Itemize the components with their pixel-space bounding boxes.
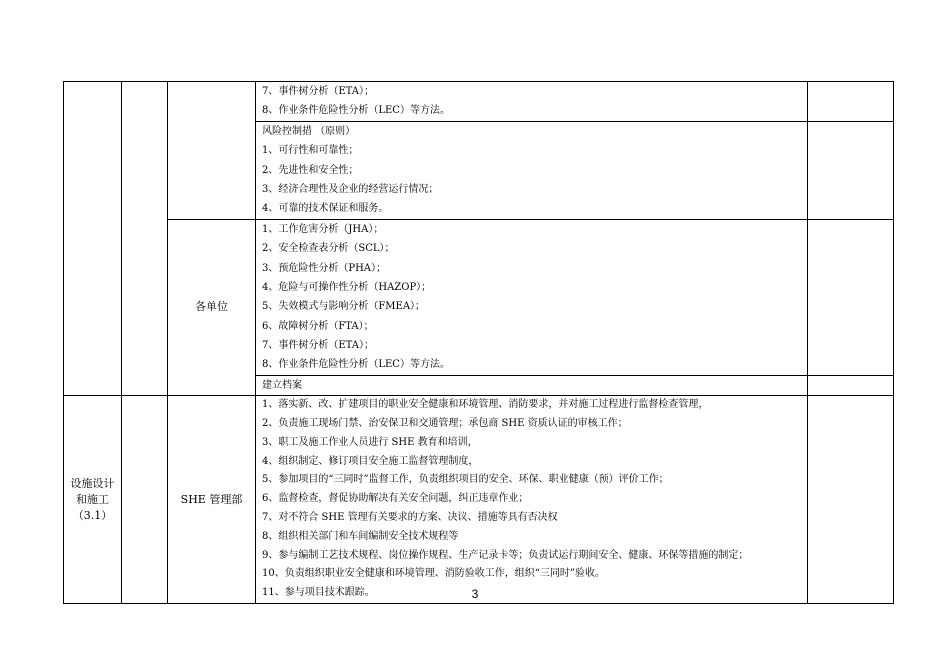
content-line: 5、失效模式与影响分析（FMEA）； <box>262 301 426 313</box>
content-cell <box>256 219 808 375</box>
content-line: 建立档案 <box>262 379 302 391</box>
content-line: 2、安全检查表分析（SCL）； <box>262 243 395 255</box>
remark-cell <box>808 121 894 219</box>
item-title-line: 设施设计 <box>70 476 115 490</box>
content-line: 6、故障树分析（FTA）； <box>262 320 374 332</box>
content-line: 1、可行性和可靠性； <box>262 145 359 157</box>
responsibility-table <box>63 81 894 604</box>
table-row <box>64 82 894 122</box>
content-line: 6、监督检查，督促协助解决有关安全问题，纠正违章作业； <box>262 493 529 505</box>
content-line: 8、作业条件危险性分析（LEC）等方法。 <box>262 105 450 117</box>
content-line: 10、负责组织职业安全健康和环境管理、消防验收工作，组织“三同时”验收。 <box>262 568 605 580</box>
content-line: 7、对不符合 SHE 管理有关要求的方案、决议、措施等具有否决权 <box>262 512 558 524</box>
content-line: 3、职工及施工作业人员进行 SHE 教育和培训， <box>262 436 478 448</box>
table-row <box>64 219 894 375</box>
item-cell-empty <box>64 82 122 396</box>
clause-cell-empty <box>122 82 168 396</box>
content-line: 9、参与编制工艺技术规程、岗位操作规程、生产记录卡等；负责试运行期间安全、健康、环保等措施的制定； <box>262 549 749 561</box>
clause-cell-empty <box>122 396 168 604</box>
content-line: 11、参与项目技术跟踪。 <box>262 587 375 599</box>
remark-cell <box>808 219 894 375</box>
content-line: 2、负责施工现场门禁、治安保卫和交通管理；承包商 SHE 资质认证的审核工作； <box>262 418 628 430</box>
content-line: 5、参加项目的“三同时”监督工作，负责组织项目的安全、环保、职业健康（预）评价工作； <box>262 474 669 486</box>
item-title-line: 和施工 <box>76 492 109 506</box>
unit-cell: 各单位 <box>168 219 256 396</box>
content-line: 3、预危险性分析（PHA）； <box>262 262 387 274</box>
content-line: 7、事件树分析（ETA）； <box>262 86 375 97</box>
content-cell <box>256 375 808 395</box>
item-cell <box>64 396 122 604</box>
content-line: 8、作业条件危险性分析（LEC）等方法。 <box>262 359 450 371</box>
table-row <box>64 396 894 604</box>
content-cell <box>256 396 808 604</box>
remark-cell <box>808 82 894 122</box>
content-line: 2、先进性和安全性； <box>262 164 359 176</box>
content-line: 7、事件树分析（ETA）； <box>262 340 375 352</box>
content-line: 1、工作危害分析（JHA）； <box>262 223 384 235</box>
content-line: 8、组织相关部门和车间编制安全技术规程等 <box>262 530 459 542</box>
unit-cell: SHE 管理部 <box>168 396 256 604</box>
content-line: 1、落实新、改、扩建项目的职业安全健康和环境管理、消防要求，并对施工过程进行监督检查管理， <box>262 399 709 411</box>
content-line: 4、危险与可操作性分析（HAZOP）； <box>262 281 432 293</box>
content-cell <box>256 121 808 219</box>
content-line: 4、组织制定、修订项目安全施工监督管理制度， <box>262 455 479 467</box>
content-line: 4、可靠的技术保证和服务。 <box>262 203 389 215</box>
content-cell <box>256 82 808 122</box>
page-number: 3 <box>471 587 479 601</box>
unit-cell-empty <box>168 82 256 220</box>
remark-cell <box>808 375 894 395</box>
content-line: 3、经济合理性及企业的经营运行情况； <box>262 183 439 195</box>
item-clause-number: （3.1） <box>72 508 113 522</box>
content-line: 风险控制措 （原则） <box>262 125 356 137</box>
remark-cell <box>808 396 894 604</box>
